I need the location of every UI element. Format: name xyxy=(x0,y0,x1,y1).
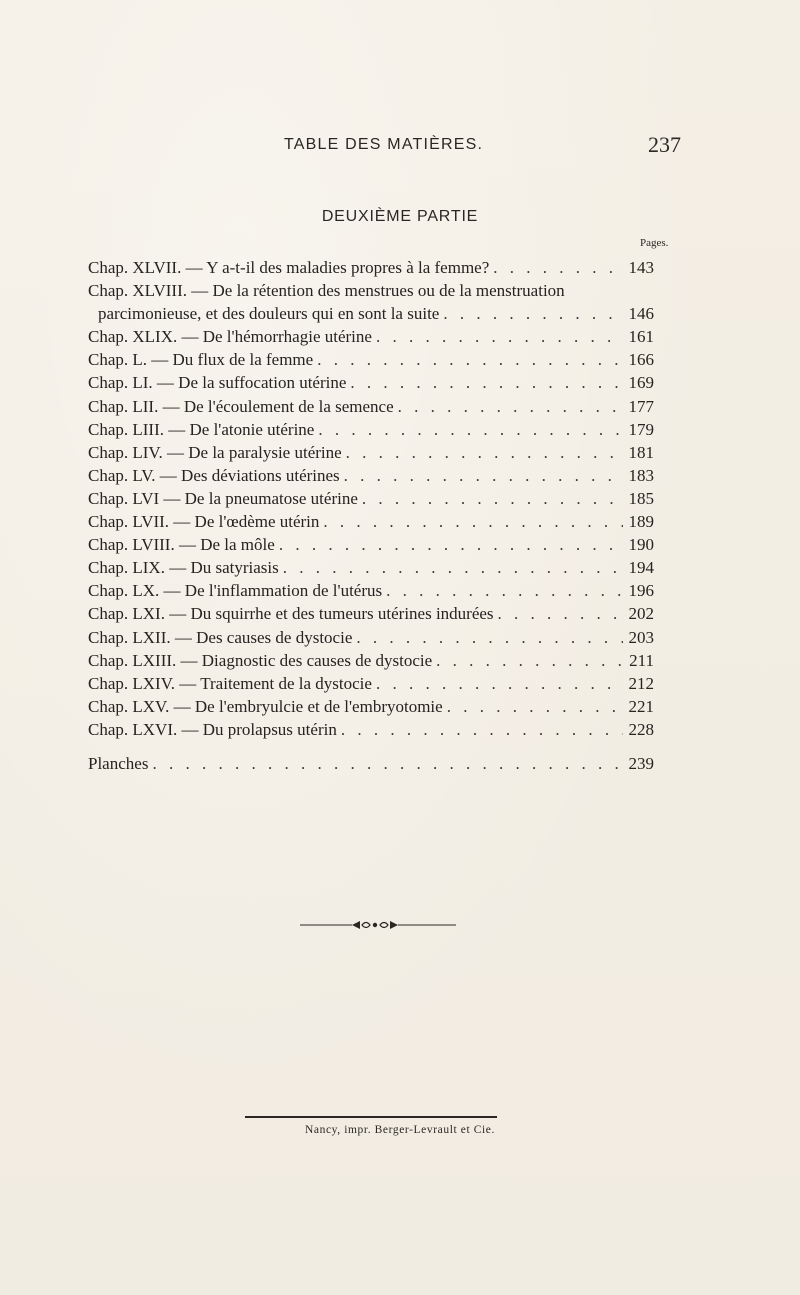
dot-leader xyxy=(318,420,622,440)
dot-leader xyxy=(362,489,623,509)
toc-entry xyxy=(88,651,654,674)
toc-entry xyxy=(88,512,654,535)
dot-leader xyxy=(350,373,622,393)
toc-entry-page: 203 xyxy=(628,627,654,647)
running-title: TABLE DES MATIÈRES. xyxy=(284,136,484,153)
dot-leader xyxy=(323,512,622,532)
dot-leader xyxy=(376,327,623,347)
toc-entry xyxy=(88,674,654,697)
toc-entry-title: Chap. LXV. — De l'embryulcie et de l'embryotomie xyxy=(88,696,443,716)
toc-entry-title: Chap. LX. — De l'inflammation de l'utérus xyxy=(88,581,383,601)
toc-entry-title: Planches xyxy=(88,754,149,773)
dot-leader xyxy=(344,466,623,486)
toc-entry-page: 221 xyxy=(628,696,654,716)
pages-column-label: Pages. xyxy=(640,237,669,249)
toc-entry-page: 196 xyxy=(628,581,654,601)
toc-entry xyxy=(88,535,654,558)
toc-entry xyxy=(88,327,654,350)
toc-entry xyxy=(88,420,654,443)
toc-entry-title: parcimonieuse, et des douleurs qui en sont la suite xyxy=(98,304,440,324)
toc-entry xyxy=(88,558,654,581)
toc-entry-page: 239 xyxy=(628,754,654,773)
toc-entry-page: 185 xyxy=(628,488,654,508)
toc-entry-page: 211 xyxy=(629,650,654,670)
toc-entry xyxy=(88,720,654,743)
part-title: DEUXIÈME PARTIE xyxy=(321,208,479,225)
ornament-divider-icon xyxy=(300,918,456,932)
toc-entry-page: 169 xyxy=(628,373,654,393)
dot-leader xyxy=(398,397,623,417)
toc-entry-page: 143 xyxy=(628,258,654,277)
dot-leader xyxy=(447,697,623,717)
toc-entry-title: Chap. XLVIII. — De la rétention des menstrues ou de la menstruation xyxy=(88,281,565,301)
toc-entry xyxy=(88,443,654,466)
toc-entry-title: Chap. LVI — De la pneumatose utérine xyxy=(88,488,358,508)
printer-imprint: Nancy, impr. Berger-Levrault et Cie. xyxy=(305,1124,495,1136)
toc-entry xyxy=(88,754,654,777)
toc-entry-title: Chap. LIX. — Du satyriasis xyxy=(88,558,279,578)
toc-entry xyxy=(88,697,654,720)
dot-leader xyxy=(498,604,623,624)
dot-leader xyxy=(436,651,623,671)
toc-entry-page: 183 xyxy=(628,465,654,485)
toc-entry-title: Chap. XLVII. — Y a-t-il des maladies propres à la femme? xyxy=(88,258,490,277)
toc-entry xyxy=(88,628,654,651)
toc-entry-title: Chap. LXIII. — Diagnostic des causes de dystocie xyxy=(88,650,433,670)
toc-entry xyxy=(88,397,654,420)
toc-entry-page: 202 xyxy=(628,604,654,624)
toc-entry xyxy=(88,604,654,627)
toc-entry xyxy=(88,373,654,396)
dot-leader xyxy=(279,535,623,555)
toc-entry-continuation xyxy=(88,304,654,327)
toc-entry xyxy=(88,489,654,512)
toc-entry-page: 190 xyxy=(628,535,654,555)
planches-entry xyxy=(88,754,654,777)
toc-entry-title: Chap. LVIII. — De la môle xyxy=(88,535,275,555)
toc-entry xyxy=(88,258,654,281)
dot-leader xyxy=(152,754,622,774)
toc-entry-page: 146 xyxy=(628,304,654,324)
toc-entry-title: Chap. LIV. — De la paralysie utérine xyxy=(88,442,342,462)
toc-entry-page: 189 xyxy=(628,512,654,532)
toc-entry-title: Chap. LII. — De l'écoulement de la semence xyxy=(88,396,394,416)
dot-leader xyxy=(346,443,623,463)
toc-entry-page: 179 xyxy=(628,419,654,439)
toc-entry-page: 177 xyxy=(628,396,654,416)
toc-entry-title: Chap. LVII. — De l'œdème utérin xyxy=(88,512,320,532)
toc-entry-title: Chap. LXVI. — Du prolapsus utérin xyxy=(88,719,337,739)
toc-entry-page: 161 xyxy=(628,327,654,347)
dot-leader xyxy=(386,581,622,601)
toc-entry-title: Chap. L. — Du flux de la femme xyxy=(88,350,314,370)
toc-entry-title: Chap. LXI. — Du squirrhe et des tumeurs utérines indurées xyxy=(88,604,494,624)
toc-entry-title: Chap. LI. — De la suffocation utérine xyxy=(88,373,347,393)
toc-entry xyxy=(88,350,654,373)
toc-entry-title: Chap. LXII. — Des causes de dystocie xyxy=(88,627,353,647)
dot-leader xyxy=(443,304,622,324)
toc-entry-title: Chap. LIII. — De l'atonie utérine xyxy=(88,419,315,439)
table-of-contents xyxy=(88,258,654,743)
toc-entry xyxy=(88,581,654,604)
page-number: 237 xyxy=(648,132,681,157)
toc-entry-title: Chap. LV. — Des déviations utérines xyxy=(88,465,340,485)
dot-leader xyxy=(317,350,622,370)
footer-rule xyxy=(245,1116,497,1118)
toc-entry xyxy=(88,466,654,489)
dot-leader xyxy=(356,628,622,648)
toc-entry-page: 194 xyxy=(628,558,654,578)
toc-entry-page: 181 xyxy=(628,442,654,462)
dot-leader xyxy=(493,258,622,278)
toc-entry-title: Chap. XLIX. — De l'hémorrhagie utérine xyxy=(88,327,372,347)
toc-entry-page: 212 xyxy=(628,673,654,693)
dot-leader xyxy=(376,674,623,694)
dot-leader xyxy=(341,720,623,740)
dot-leader xyxy=(283,558,623,578)
toc-entry-title: Chap. LXIV. — Traitement de la dystocie xyxy=(88,673,372,693)
toc-entry-page: 228 xyxy=(628,719,654,739)
toc-entry-page: 166 xyxy=(628,350,654,370)
toc-entry xyxy=(88,281,654,304)
